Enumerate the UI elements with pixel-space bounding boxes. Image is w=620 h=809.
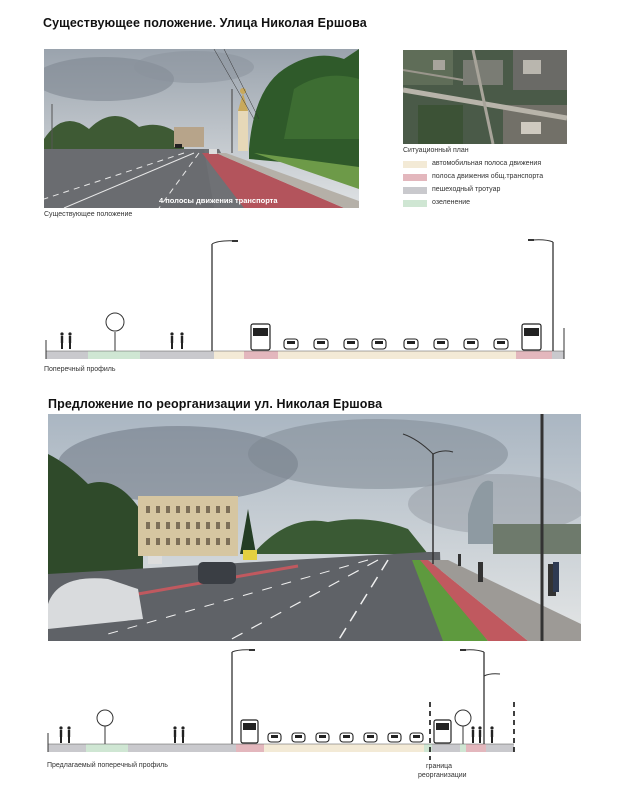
legend-label: пешеходный тротуар: [432, 186, 501, 193]
boundary-label-line2: реорганизации: [418, 772, 467, 779]
proposal-street-photo: [48, 414, 581, 641]
proposed-cross-profile: [44, 648, 568, 760]
existing-photo-caption: Существующее положение: [44, 211, 133, 218]
photo-overlay-label: 4 полосы движения транспорта: [159, 196, 278, 205]
existing-profile-caption: Поперечный профиль: [44, 366, 116, 373]
legend-label: полоса движения общ.транспорта: [432, 173, 544, 180]
legend-item-sidewalk: [403, 186, 593, 196]
existing-cross-profile: [44, 236, 568, 362]
legend-item-road: [403, 160, 593, 170]
legend-item-green: [403, 199, 593, 209]
legend-swatch: [403, 161, 427, 168]
section2-title: Предложение по реорганизации ул. Николая Ершова: [48, 397, 383, 411]
legend-item-bus: [403, 173, 593, 183]
legend-swatch: [403, 200, 427, 207]
situation-map: [403, 50, 567, 144]
map-caption: Ситуационный план: [403, 147, 469, 154]
legend-label: озеленение: [432, 199, 471, 206]
legend-swatch: [403, 174, 427, 181]
section1-title: Существующее положение. Улица Николая Ершова: [43, 16, 367, 30]
existing-street-photo: [44, 49, 359, 208]
legend-swatch: [403, 187, 427, 194]
proposed-profile-caption: Предлагаемый поперечный профиль: [47, 762, 168, 769]
boundary-label-line1: граница: [426, 763, 453, 770]
legend-label: автомобильная полоса движения: [432, 160, 542, 167]
